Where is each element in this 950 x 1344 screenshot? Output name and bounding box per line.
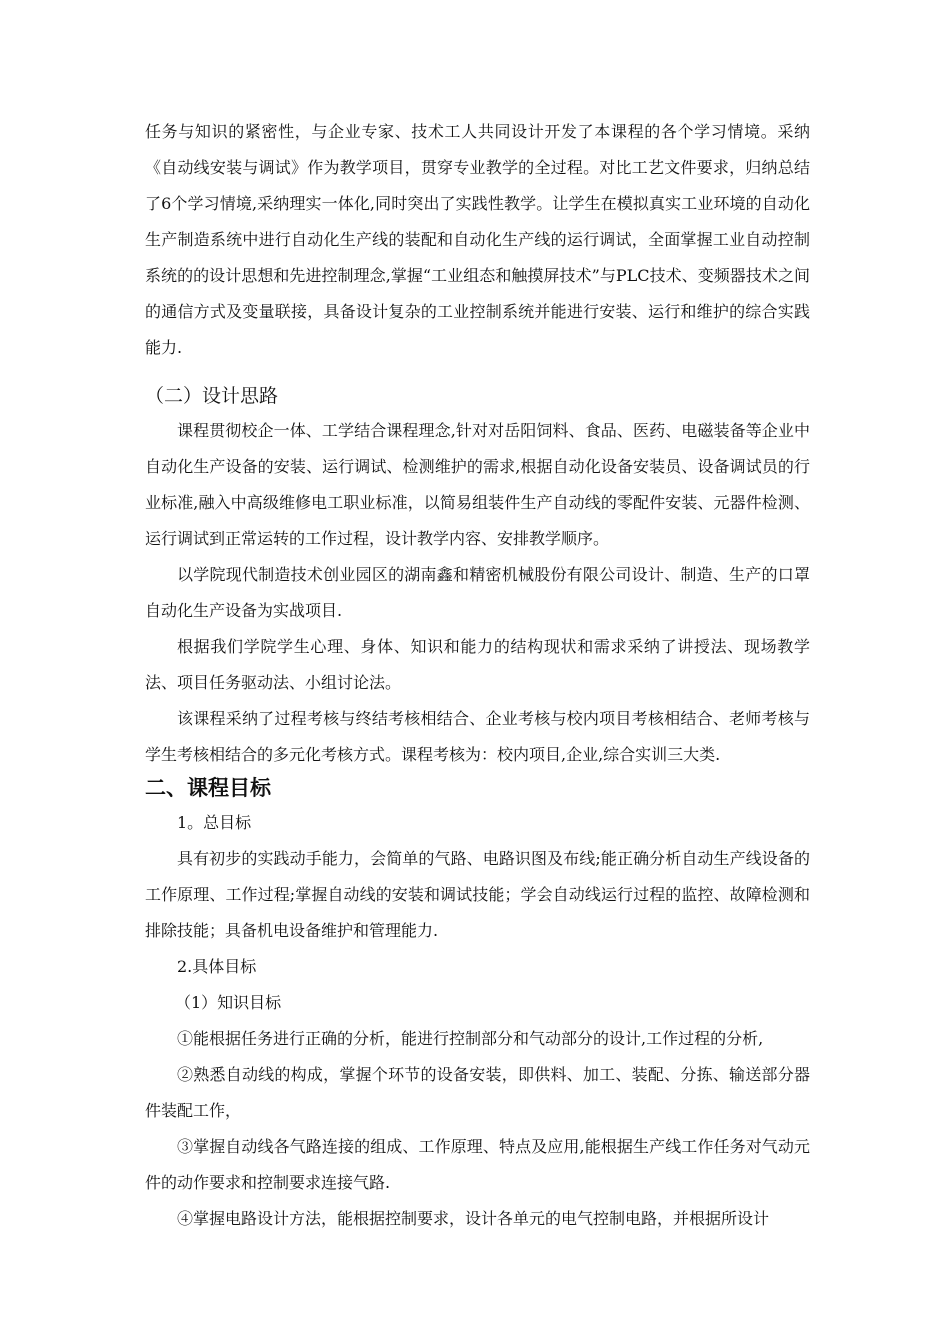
knowledge-item-1: ①能根据任务进行正确的分析，能进行控制部分和气动部分的设计,工作过程的分析, (177, 1029, 764, 1048)
overall-goal-label: 1。总目标 (177, 813, 252, 832)
knowledge-item-2: ②熟悉自动线的构成，掌握个环节的设备安装，即供料、加工、装配、分拣、输送部分器件装配工作， (145, 1065, 810, 1120)
knowledge-item-3: ③掌握自动线各气路连接的组成、工作原理、特点及应用,能根据生产线工作任务对气动元件的动作要求和控制要求连接气路. (145, 1137, 810, 1192)
design-paragraph-1: 课程贯彻校企一体、工学结合课程理念,针对对岳阳饲料、食品、医药、电磁装备等企业中自动化生产设备的安装、运行调试、检测维护的需求,根据自动化设备安装员、设备调试员的行业标准,融入中高级维修电工职业标准，以简易组装件生产自动线的零配件安装、元器件检测、运行调试到正常运转的工作过程，设计教学内容、安排教学顺序。 (145, 421, 810, 548)
design-paragraph-2: 以学院现代制造技术创业园区的湖南鑫和精密机械股份有限公司设计、制造、生产的口罩自动化生产设备为实战项目. (145, 565, 810, 620)
section-heading-design: （二）设计思路 (145, 385, 279, 407)
knowledge-item-4: ④掌握电路设计方法，能根据控制要求，设计各单元的电气控制电路，并根据所设计 (177, 1209, 770, 1228)
section-heading-goals: 二、课程目标 (145, 776, 271, 800)
knowledge-goal-label: （1）知识目标 (175, 993, 282, 1012)
design-paragraph-3: 根据我们学院学生心理、身体、知识和能力的结构现状和需求采纳了讲授法、现场教学法、项目任务驱动法、小组讨论法。 (145, 637, 810, 692)
intro-paragraph: 任务与知识的紧密性，与企业专家、技术工人共同设计开发了本课程的各个学习情境。采纳《自动线安装与调试》作为教学项目，贯穿专业教学的全过程。对比工艺文件要求，归纳总结了6个学习情境,采纳理实一体化,同时突出了实践性教学。让学生在模拟真实工业环境的自动化生产制造系统中进行自动化生产线的装配和自动化生产线的运行调试，全面掌握工业自动控制系统的的设计思想和先进控制理念,掌握“工业组态和触摸屏技术”与PLC技术、变频器技术之间的通信方式及变量联接，具备设计复杂的工业控制系统并能进行安装、运行和维护的综合实践能力. (145, 122, 810, 357)
design-paragraph-4: 该课程采纳了过程考核与终结考核相结合、企业考核与校内项目考核相结合、老师考核与学生考核相结合的多元化考核方式。课程考核为：校内项目,企业,综合实训三大类. (145, 709, 810, 764)
overall-goal-text: 具有初步的实践动手能力，会简单的气路、电路识图及布线;能正确分析自动生产线设备的工作原理、工作过程;掌握自动线的安装和调试技能；学会自动线运行过程的监控、故障检测和排除技能；具备机电设备维护和管理能力. (145, 849, 810, 940)
specific-goal-label: 2.具体目标 (177, 957, 257, 976)
